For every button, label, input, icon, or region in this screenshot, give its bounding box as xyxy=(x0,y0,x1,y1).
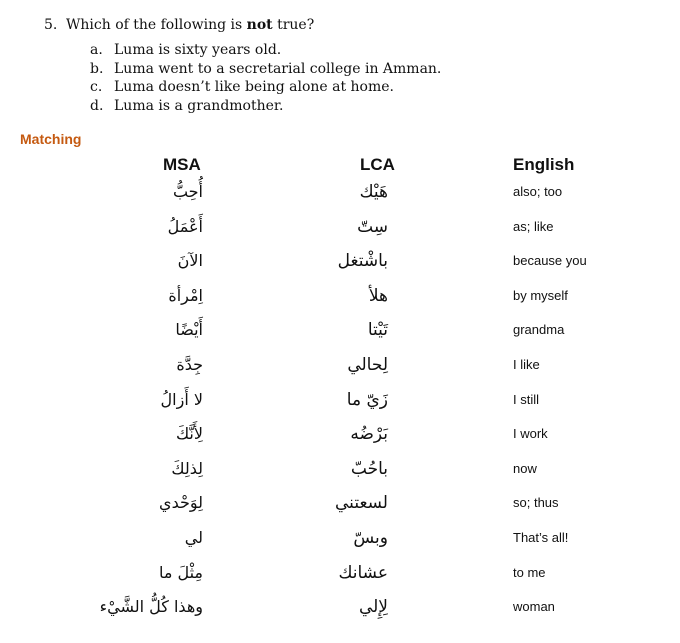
english-cell: also; too xyxy=(513,184,563,199)
lca-cell: تَيْتا xyxy=(367,320,388,341)
option-d xyxy=(90,97,441,116)
english-cell: I like xyxy=(513,356,540,372)
matching-title: Matching xyxy=(20,131,82,147)
lca-cell: هلأ xyxy=(368,285,388,306)
matching-table xyxy=(0,175,680,625)
lca-cell: لِإِلي xyxy=(358,597,388,618)
lca-cell: هَيْك xyxy=(359,182,388,202)
option-text: Luma is sixty years old. xyxy=(114,42,282,58)
english-cell: I still xyxy=(513,391,539,407)
msa-cell: لا أَزالُ xyxy=(160,389,203,409)
english-cell: by myself xyxy=(513,287,568,303)
msa-cell: أَعْمَلُ xyxy=(167,216,203,236)
lca-cell: عشانك xyxy=(338,562,388,583)
table-row xyxy=(0,590,680,625)
msa-cell: اِمْرأة xyxy=(168,285,203,305)
option-text: Luma doesn’t like being alone at home. xyxy=(114,79,394,95)
table-row xyxy=(0,279,680,314)
lca-cell: لِحالي xyxy=(347,354,388,375)
msa-cell: مِثْلَ ما xyxy=(158,562,203,582)
lca-cell: وبسّ xyxy=(353,527,388,548)
lca-cell: زَيّ ما xyxy=(346,389,388,410)
english-cell: so; thus xyxy=(513,495,559,511)
option-letter: d. xyxy=(90,97,104,114)
msa-cell: لِأَنَّكَ xyxy=(175,424,203,444)
table-row xyxy=(0,521,680,556)
lca-cell: باحُبّ xyxy=(350,458,388,479)
option-letter: b. xyxy=(90,60,104,77)
msa-cell: جِدَّة xyxy=(176,354,203,374)
msa-cell: أُحِبُّ xyxy=(172,182,203,201)
option-letter: a. xyxy=(90,42,103,58)
english-cell: as; like xyxy=(513,218,554,234)
header-english: English xyxy=(513,155,575,174)
table-row xyxy=(0,175,680,210)
option-a xyxy=(90,41,441,60)
option-b xyxy=(90,60,441,79)
table-row xyxy=(0,313,680,348)
header-msa: MSA xyxy=(163,155,201,174)
msa-cell: لي xyxy=(184,527,203,547)
option-c xyxy=(90,78,441,97)
question-number: 5. xyxy=(44,17,58,33)
table-row xyxy=(0,486,680,521)
english-cell: now xyxy=(513,460,537,476)
question-text-before: Which of the following is xyxy=(66,17,247,33)
english-cell: woman xyxy=(513,599,555,615)
header-lca: LCA xyxy=(360,155,395,174)
option-letter: c. xyxy=(90,79,103,95)
option-text: Luma went to a secretarial college in Amman. xyxy=(114,60,442,77)
option-text: Luma is a grandmother. xyxy=(114,97,284,114)
msa-cell: لِذلِكَ xyxy=(171,458,203,478)
msa-cell: أَيْضًا xyxy=(175,320,203,340)
english-cell: I work xyxy=(513,426,548,442)
table-row xyxy=(0,417,680,452)
table-row xyxy=(0,556,680,591)
answer-options xyxy=(90,41,441,115)
question-5 xyxy=(44,16,314,34)
english-cell: because you xyxy=(513,253,587,269)
msa-cell: لِوَحْدي xyxy=(159,493,203,513)
table-row xyxy=(0,244,680,279)
msa-cell: وهذا كُلُّ الشَّيْء xyxy=(99,597,203,617)
msa-cell: الآنَ xyxy=(177,251,203,271)
lca-cell: لسعتني xyxy=(335,493,388,514)
table-row xyxy=(0,383,680,418)
english-cell: That’s all! xyxy=(513,529,569,545)
lca-cell: سِتّ xyxy=(357,216,388,237)
lca-cell: باشْتغل xyxy=(337,251,388,272)
english-cell: grandma xyxy=(513,322,565,338)
lca-cell: بَرْضُه xyxy=(350,424,388,445)
question-text-after: true? xyxy=(272,17,315,33)
english-cell: to me xyxy=(513,564,546,580)
table-row xyxy=(0,452,680,487)
question-emphasis: not xyxy=(246,17,273,33)
table-row xyxy=(0,210,680,245)
table-row xyxy=(0,348,680,383)
